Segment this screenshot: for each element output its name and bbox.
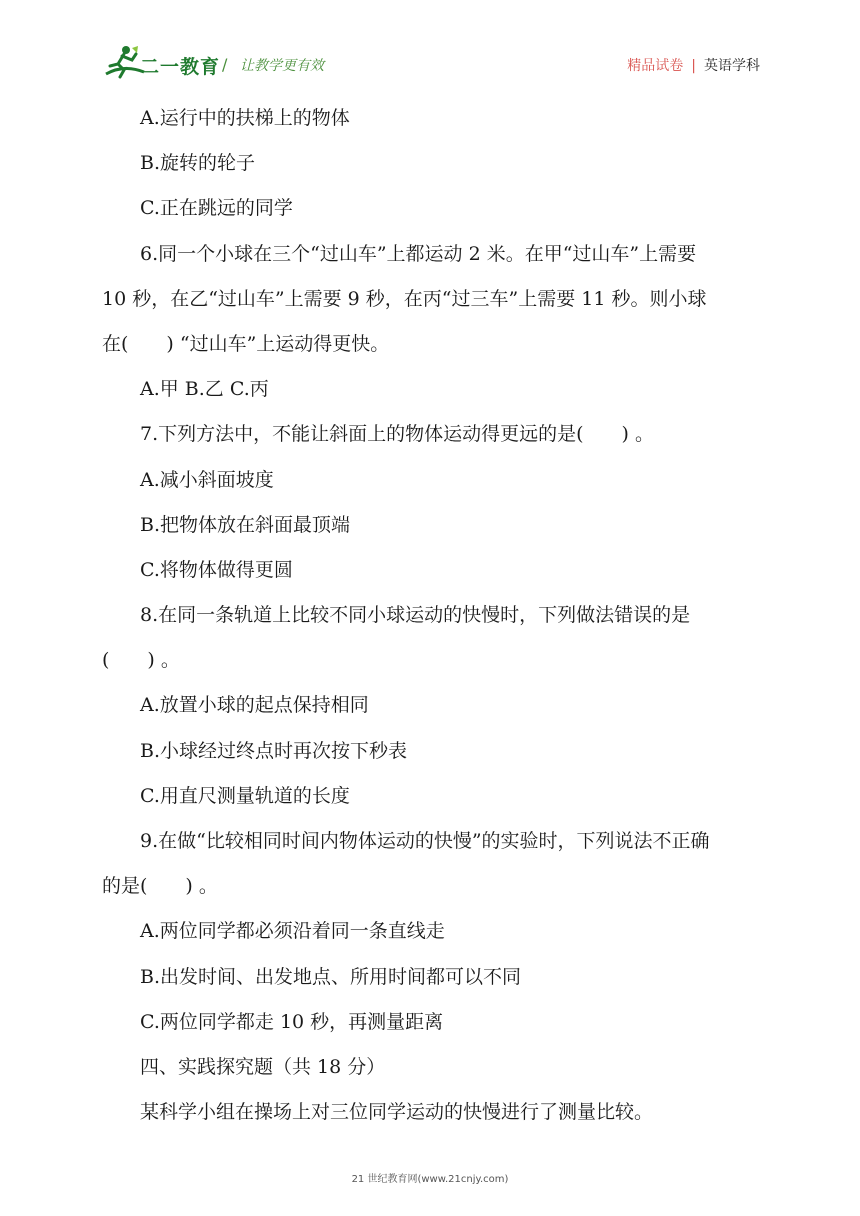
text-line: A.运行中的扶梯上的物体 (140, 107, 350, 129)
page-footer: 21 世纪教育网(www.21cnjy.com) (351, 1174, 509, 1185)
text-line: 8.在同一条轨道上比较不同小球运动的快慢时，下列做法错误的是 (140, 604, 691, 627)
text-line: C.正在跳远的同学 (140, 197, 293, 220)
header-separator: | (691, 58, 696, 74)
brand-name: 二一教育 (140, 56, 221, 78)
header-slash: / (222, 55, 228, 74)
text-line: 6.同一个小球在三个“过山车”上都运动 2 米。在甲“过山车”上需要 (140, 242, 697, 265)
text-line: A.放置小球的起点保持相同 (140, 694, 369, 717)
text-line: 10 秒，在乙“过山车”上需要 9 秒，在丙“过三车”上需要 11 秒。则小球 (102, 287, 707, 310)
text-line: A.减小斜面坡度 (140, 468, 274, 491)
header-label: 精品试卷 (627, 58, 684, 74)
header-right (627, 55, 760, 75)
text-line: B.出发时间、出发地点、所用时间都可以不同 (140, 965, 522, 988)
text-line: A.两位同学都必须沿着同一条直线走 (140, 920, 445, 943)
text-line: C.两位同学都走 10 秒，再测量距离 (140, 1010, 444, 1033)
text-line: C.用直尺测量轨道的长度 (140, 784, 350, 807)
text-line: B.旋转的轮子 (140, 152, 256, 175)
brand-slogan: 让教学更有效 (240, 58, 324, 74)
text-line: B.把物体放在斜面最顶端 (140, 513, 351, 536)
text-line: B.小球经过终点时再次按下秒表 (140, 739, 408, 762)
text-line: 的是( ) 。 (102, 875, 218, 898)
text-line: 7.下列方法中，不能让斜面上的物体运动得更远的是( ) 。 (140, 423, 654, 446)
page-header (0, 0, 860, 90)
text-line: C.将物体做得更圆 (140, 558, 293, 581)
text-line: A.甲 B.乙 C.丙 (140, 378, 269, 401)
text-line: 四、实践探究题（共 18 分） (140, 1055, 386, 1078)
header-subject: 英语学科 (704, 58, 760, 74)
text-line: 某科学小组在操场上对三位同学运动的快慢进行了测量比较。 (140, 1101, 654, 1124)
text-line: ( ) 。 (102, 649, 180, 672)
text-line: 在( ) “过山车”上运动得更快。 (102, 332, 390, 355)
document-body (102, 96, 762, 1135)
text-line: 9.在做“比较相同时间内物体运动的快慢”的实验时，下列说法不正确 (140, 830, 710, 852)
